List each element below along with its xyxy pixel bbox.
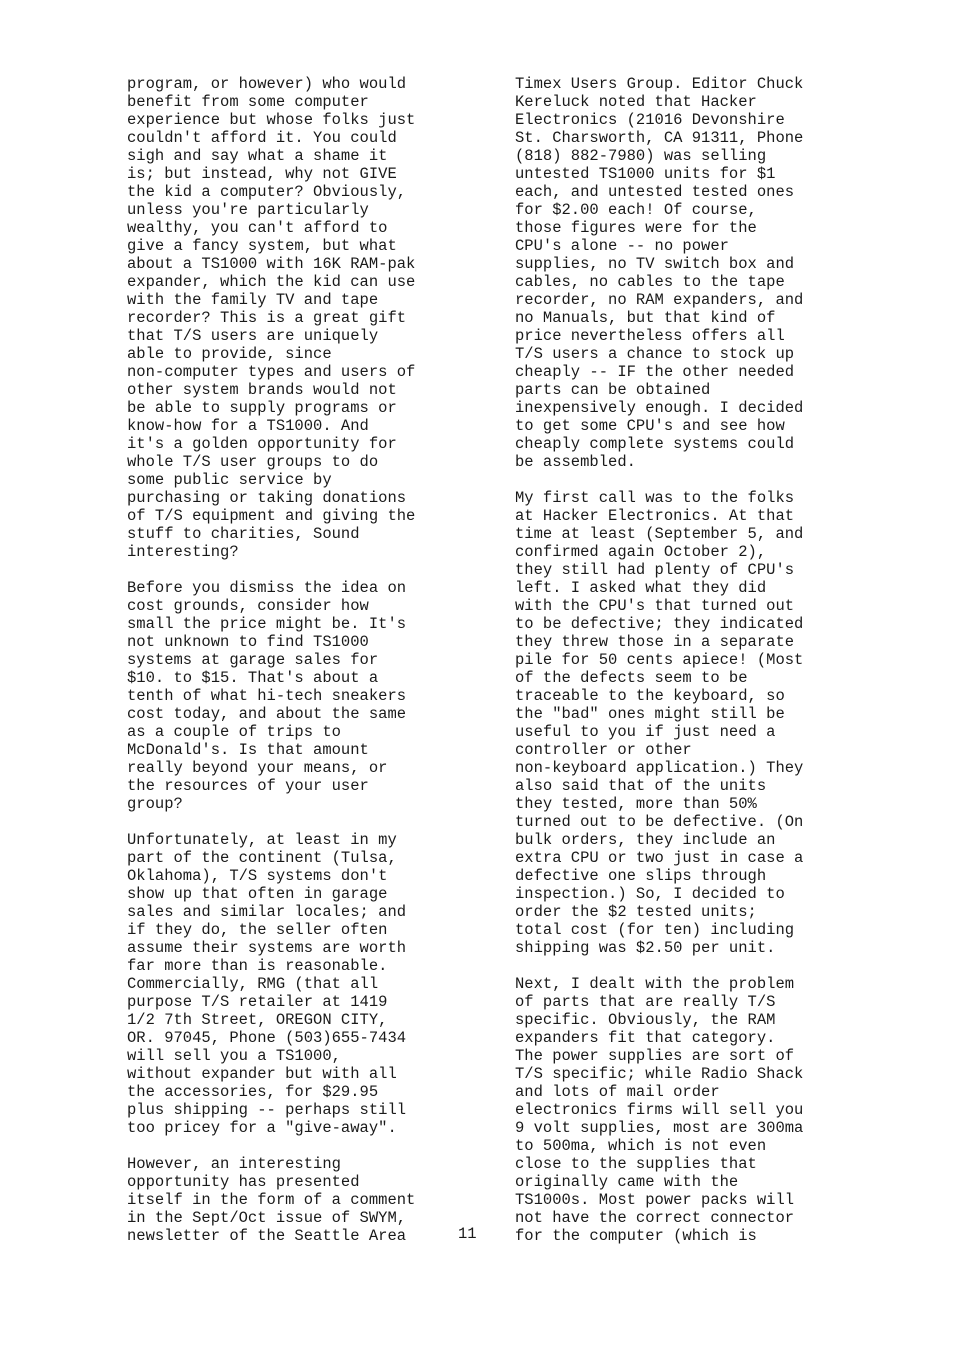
paragraph: Unfortunately, at least in my part of the continent (Tulsa, Oklahoma), T/S systems don't show up that often in garage sales and similar locales; and if they do, the seller often assume their systems are worth far more than is reasonable. Commercially, RMG (that all purpose T/S retailer at 1419 1/2 7th Street, OREGON CITY, OR. 97045, Phone (503)655-7434 will sell you a TS1000, without expander but with all the accessories, for $29.95 plus shipping -- perhaps still too pricey for a "give-away". bbox=[127, 831, 407, 1137]
right-column bbox=[515, 75, 822, 1263]
paragraph: However, an interesting opportunity has presented itself in the form of a comment in the Sept/Oct issue of SWYM, newsletter of the Seattle Area bbox=[127, 1155, 416, 1245]
paragraph: program, or however) who would benefit from some computer experience but whose folks just couldn't afford it. You could sigh and say what a shame it is; but instead, why not GIVE the kid a computer? Obviously, unless you're particularly wealthy, you can't afford to give a fancy system, but what about a TS1000 with 16K RAM-pak expander, which the kid can use with the family TV and tape recorder? This is a great gift that T/S users are uniquely able to provide, since non-computer types and users of other system brands would not be able to supply programs or know-how for a TS1000. And it's a golden opportunity for whole T/S user groups to do some public service by purchasing or taking donations of T/S equipment and giving the stuff to charities, Sound interesting? bbox=[127, 75, 416, 561]
left-column bbox=[127, 75, 433, 1263]
paragraph: Next, I dealt with the problem of parts that are really T/S specific. Obviously, the RAM expanders fit that category. The power supplies are sort of T/S specific; while Radio Shack and lots of mail order electronics firms will sell you 9 volt supplies, most are 300ma to 500ma, which is not even close to the supplies that originally came with the TS1000s. Most power packs will not have the correct connector for the computer (which is bbox=[515, 975, 804, 1245]
paragraph: Timex Users Group. Editor Chuck Kereluck noted that Hacker Electronics (21016 Devonshire St. Charsworth, CA 91311, Phone (818) 882-7980) was selling untested TS1000 units for $1 each, and untested tested ones for $2.00 each! Of course, those figures were for the CPU's alone -- no power supplies, no TV switch box and cables, no cables to the tape recorder, no RAM expanders, and no Manuals, but that kind of price nevertheless offers all T/S users a chance to stock up cheaply -- IF the other needed parts can be obtained inexpensively enough. I decided to get some CPU's and see how cheaply complete systems could be assembled. bbox=[515, 75, 804, 471]
paragraph: My first call was to the folks at Hacker Electronics. At that time at least (September 5, and confirmed again October 2), they still had plenty of CPU's left. I asked what they did with the CPU's that turned out to be defective; they indicated they threw those in a separate pile for 50 cents apiece! (Most of the defects seem to be traceable to the keyboard, so the "bad" ones might still be useful to you if just need a controller or other non-keyboard application.) They also said that of the units they tested, more than 50% turned out to be defective. (On bulk orders, they include an extra CPU or two just in case a defective one slips through inspection.) So, I decided to order the $2 tested units; total cost (for ten) including shipping was $2.50 per unit. bbox=[515, 489, 804, 957]
paragraph: Before you dismiss the idea on cost grounds, consider how small the price might be. It's not unknown to find TS1000 systems at garage sales for $10. to $15. That's about a tenth of what hi-tech sneakers cost today, and about the same as a couple of trips to McDonald's. Is that amount really beyond your means, or the resources of your user group? bbox=[127, 579, 407, 813]
page-number: 11 bbox=[458, 1225, 477, 1243]
